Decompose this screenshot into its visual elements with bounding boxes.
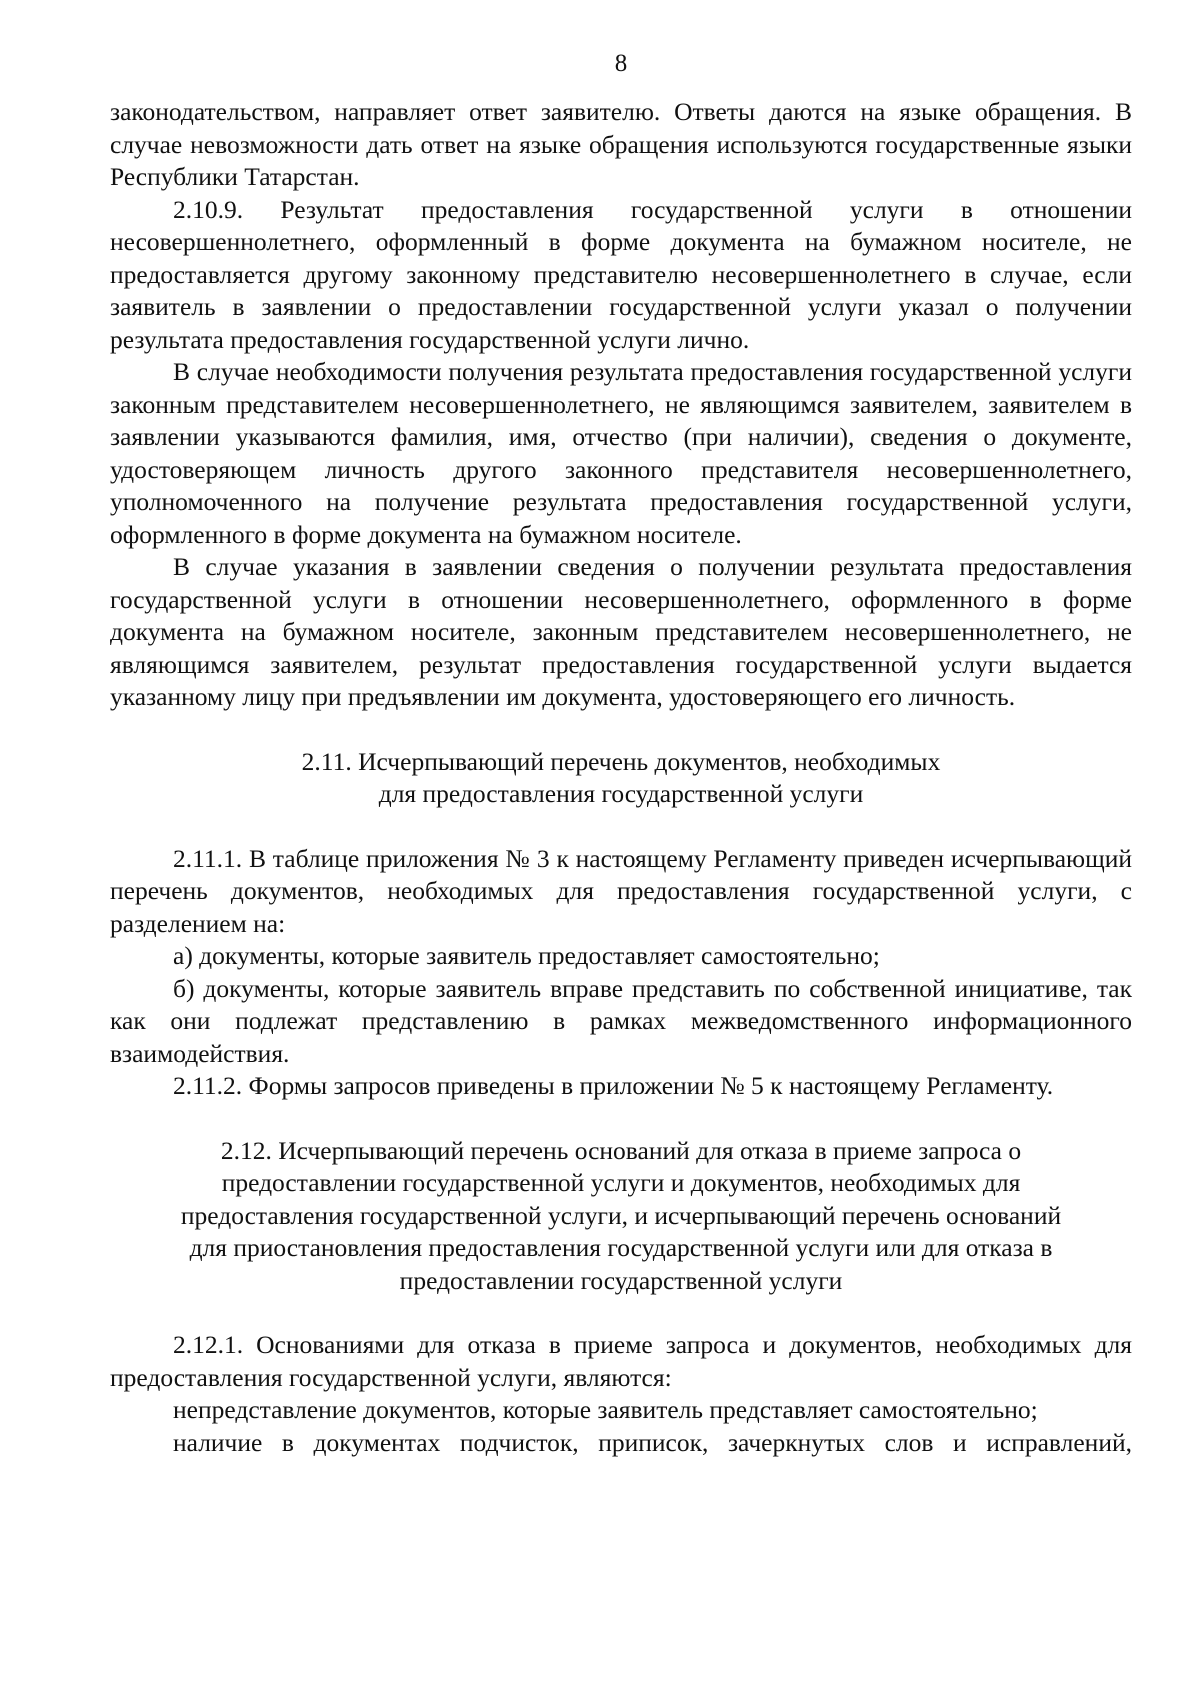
paragraph-continuation: законодательством, направляет ответ заявителю. Ответы даются на языке обращения. В случае невозможности дать ответ на языке обращения используются государственные языки Республики Татарстан.	[110, 97, 1132, 191]
heading-line: предоставлении государственной услуги и документов, необходимых для	[221, 1168, 1021, 1197]
list-item-corrections: наличие в документах подчисток, приписок, зачеркнутых слов и исправлений,	[173, 1427, 1132, 1457]
heading-line: для приостановления предоставления государственной услуги или для отказа в	[189, 1233, 1053, 1262]
heading-line: 2.11. Исчерпывающий перечень документов, необходимых	[301, 746, 941, 776]
paragraph-indicated-case: В случае указания в заявлении сведения о получении результата предоставления государственной услуги в отношении несовершеннолетнего, оформленного в форме документа на бумажном носителе, законным представителем несовершеннолетнего, не являющимся заявителем, результат предоставления государственной услуги выдается указанному лицу при предъявлении им документа, удостоверяющего его личность.	[110, 552, 1132, 711]
list-item-non-submission: непредставление документов, которые заявитель представляет самостоятельно;	[173, 1395, 1038, 1424]
paragraph-representative-case: В случае необходимости получения результата предоставления государственной услуги законным представителем несовершеннолетнего, не являющимся заявителем, заявителем в заявлении указываются фамилия, имя, отчество (при наличии), сведения о документе, удостоверяющем личность другого законного представителя несовершеннолетнего, уполномоченного на получение результата предоставления государственной услуги, оформленного в форме документа на бумажном носителе.	[110, 357, 1132, 549]
section-body-2-11	[110, 843, 1132, 1103]
paragraph-2-12-1: 2.12.1. Основаниями для отказа в приеме запроса и документов, необходимых для предоставления государственной услуги, являются:	[110, 1330, 1132, 1392]
paragraph-2-10-9: 2.10.9. Результат предоставления государственной услуги в отношении несовершеннолетнего, оформленный в форме документа на бумажном носителе, не предоставляется другому законному представителю несовершеннолетнего в случае, если заявитель в заявлении о предоставлении государственной услуги указал о получении результата предоставления государственной услуги лично.	[110, 194, 1132, 354]
list-item-a: а) документы, которые заявитель предоставляет самостоятельно;	[173, 941, 880, 970]
section-heading-2-12	[110, 1135, 1132, 1298]
heading-line: для предоставления государственной услуги	[378, 779, 864, 808]
page-number: 8	[614, 50, 628, 77]
list-item-b: б) документы, которые заявитель вправе представить по собственной инициативе, так как они подлежат представлению в рамках межведомственного информационного взаимодействия.	[110, 973, 1132, 1068]
paragraph-2-11-2: 2.11.2. Формы запросов приведены в приложении № 5 к настоящему Регламенту.	[173, 1071, 1054, 1100]
document-body	[110, 96, 1132, 1459]
heading-line: предоставления государственной услуги, и исчерпывающий перечень оснований	[180, 1200, 1062, 1230]
section-body-2-12	[110, 1329, 1132, 1459]
section-heading-2-11	[110, 746, 1132, 811]
heading-line: 2.12. Исчерпывающий перечень оснований для отказа в приеме запроса о	[220, 1135, 1022, 1165]
paragraph-2-11-1: 2.11.1. В таблице приложения № 3 к настоящему Регламенту приведен исчерпывающий перечень документов, необходимых для предоставления государственной услуги, с разделением на:	[110, 843, 1132, 938]
heading-line: предоставлении государственной услуги	[399, 1265, 843, 1295]
